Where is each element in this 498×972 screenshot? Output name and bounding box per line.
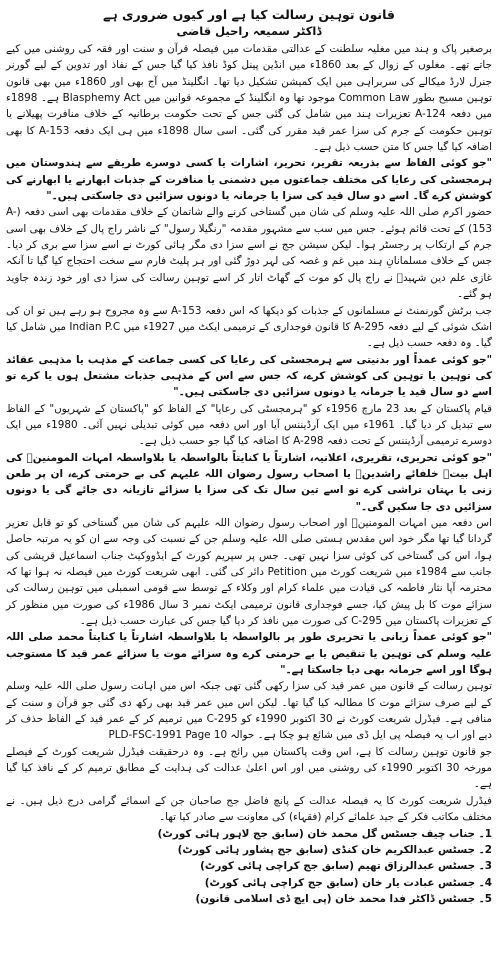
judge-list-item: 5۔ جسٹس ڈاکٹر فدا محمد خان (پی ایچ ڈی اسلامی قانون) bbox=[195, 892, 492, 905]
article-paragraph: فیڈرل شریعت کورٹ کا یہ فیصلہ عدالت کے پانچ فاضل جج صاحبان جن کے اسمائے گرامی درج ذیل ہیں۔ نے مختلف مکاتب فکر کے جید علمائے کرام (فقہاء) کی معاونت سے صادر کیا تھا۔ bbox=[6, 794, 492, 824]
judges-list bbox=[6, 826, 492, 908]
article-paragraph: قیام پاکستان کے بعد 23 مارچ 1956ء کو "ہرمجسٹی کی رعایا" کے الفاظ کو "پاکستان کے شہریوں" کے الفاظ سے تبدیل کر دیا گیا۔ 1961ء میں ایک آرڈیننس آیا اور اس دفعہ میں کوئی تبدیلی نہیں آئی۔ 1980ء میں ایک دوسرے ترمیمی آرڈیننس کے تحت دفعہ A-298 کا اضافہ کیا گیا جو حسب ذیل ہے۔ bbox=[6, 402, 493, 448]
quoted-legal-text: "جو کوئی الفاظ سے بذریعہ تقریر، تحریر، اشارات یا کسی دوسرے طریقے سے ہندوستان میں ہرمجسٹی کی رعایا کی مختلف جماعتوں میں دشمنی یا منافرت کے جذبات ابھارنے یا ابھارنے کی کوشش کرے گا۔ اسے دو سال قید کی سزا یا جرمانہ یا دونوں سزائیں دی جاسکتی ہیں۔" bbox=[6, 157, 492, 203]
article-title: قانون توہین رسالت کیا ہے اور کیوں ضروری ہے bbox=[103, 7, 395, 22]
article-paragraph: برصغیر پاک و ہند میں مغلیہ سلطنت کے عدالتی مقدمات میں فیصلہ قرآن و سنت اور فقہ کی روشنی میں کیے جاتے تھے۔ مغلوں کے زوال کے بعد 1860ء میں انڈین پینل کوڈ نافذ کیا گیا جس کے نفاذ اور تدوین کے لیے گورنر جنرل لارڈ میکالے کی سربراہی میں ایک کمیشن تشکیل دیا تھا۔ انگلینڈ میں آج بھی اور 1860ء میں بھی قانون توہین مسیح بطور Common Law موجود تھا وہ انگلینڈ کے مجموعہ قوانین میں Blasphemy Act ہے۔ 1898ء میں دفعہ A-124 تعزیرات ہند میں شامل کی گئی جس کے تحت حکومت برطانیہ کے خلاف منافرت پھیلانے یا توہین حکومت کے جرم کی سزا عمر قید مقرر کی گئی۔ اسی سال 1898ء میں ہی ایک دفعہ A-153 کا بھی اضافہ کیا گیا جس کا متن حسب ذیل ہے۔ bbox=[6, 43, 493, 154]
article-paragraph: جب برٹش گورنمنٹ نے مسلمانوں کے جذبات کو دیکھا کہ اس دفعہ A-153 سے وہ مجروح ہو رہے ہیں تو ان کی اشک شوئی کے لیے دفعہ A-295 کا قانون فوجداری کے ترمیمی ایکٹ میں 1927ء میں Indian P.C میں شامل کیا گیا۔ وہ دفعہ حسب ذیل ہے۔ bbox=[6, 304, 492, 350]
article-paragraph: جو قانون توہین رسالت کا ہے، اس وقت پاکستان میں رائج ہے۔ وہ درحقیقت فیڈرل شریعت کورٹ کے فیصلے مورخہ 30 اکتوبر 1990ء کی روشنی میں اور اس اعلیٰ عدالت کی ہدایت کے مطابق ترمیم کر کے نافذ کیا گیا ہے۔ bbox=[6, 745, 492, 791]
article-paragraph: توہین رسالت کے قانون میں عمر قید کی سزا رکھی گئی تھی جبکہ اس میں اہانت رسول صلی اللہ علیہ وسلم کے لیے صرف سزائے موت کا مطالبہ کیا گیا تھا۔ لیکن اس میں عمر قید بھی رکھ دی گئی جو قرآن و سنت کے منافی ہے۔ فیڈرل شریعت کورٹ نے 30 اکتوبر 1990ء کو C-295 میں ترمیم کر کے عمر قید کے الفاظ حذف کر دیے اور اب یہ فیصلہ پی ایل ڈی میں شائع ہو چکا ہے۔ حوالہ PLD-FSC-1991 Page 10 bbox=[6, 680, 492, 742]
article-paragraph: اس دفعہ میں امہات المومنینؓ اور اصحاب رسول رضوان اللہ علیہم کی شان میں گستاخی کو تو قابل تعزیر گردانا گیا تھا مگر خود اس مقدس ہستی صلی اللہ علیہ وسلم جن کے نسبت کی وجہ سے ان کو یہ مرتبہ حاصل ہوا، اس کی گستاخی کی کوئی سزا نہیں تھی۔ جس پر سپریم کورٹ کے ایڈووکیٹ جناب اسماعیل قریشی کی جانب سے 1984ء میں شریعت کورٹ میں Petition دائر کی گئی۔ ابھی شریعت کورٹ میں فیصلہ نہ ہوا تھا کہ محترمہ آپا نثار فاطمہ کی قیادت میں علماء کرام اور وکلاء کے توسط سے قومی اسمبلی میں توہین رسالت کی سزائے موت کا بل پیش کیا، جسے فوجداری قانون ترمیمی ایکٹ نمبر 3 سال 1986ء کی صورت میں منظور کر کے تعزیرات پاکستان میں C-295 کی صورت میں نافذ کر دیا گیا جس کی عبارت حسب ذیل ہے۔ bbox=[6, 516, 492, 628]
article-body bbox=[6, 41, 492, 826]
quoted-legal-text: "جو کوئی عمداً اور بدنیتی سے ہرمجسٹی کی رعایا کی کسی جماعت کے مذہب یا مذہبی عقائد کی توہین یا توہین کی کوشش کرے، کہ جس سے اس کے مذہبی جذبات مشتعل ہوں یا کرے تو اسے دو سال قید یا جرمانہ یا دونوں سزائیں دی جاسکتی ہیں۔" bbox=[6, 353, 492, 399]
article-paragraph: حضور اکرم صلی اللہ علیہ وسلم کی شان میں گستاخی کرنے والے شاتمان کے خلاف مقدمات بھی اسی دفعہ (A-153) کے تحت قائم ہوئے۔ جس میں سب سے مشہور مقدمہ "رنگیلا رسول" کے ناشر راج پال کے خلاف بھی اسی جرم کے ارتکاب پر رجسٹر ہوا۔ لیکن سیشن جج نے اسے سزا دی مگر ہائی کورٹ نے اسے سزا سے بری کر دیا۔ جس کے خلاف مسلمانانِ ہند میں غم و غصہ کی لہر دوڑ گئی اور ہر پلیٹ فارم سے سخت احتجاج کیا گیا تا آنکہ غازی علم دین شہیدؒ نے راج پال کو موت کے گھاٹ اتار کر اسے توہین رسالت کی سزا دی اور خود زندہ جاوید ہو گئے۔ bbox=[6, 206, 492, 301]
judge-list-item: 2۔ جسٹس عبدالکریم خان کنڈی (سابق جج پشاور ہائی کورٹ) bbox=[177, 843, 492, 856]
article-author: ڈاکٹر سمیعہ راحیل قاضی bbox=[176, 24, 322, 38]
judge-list-item: 4۔ جسٹس عبادت یار خان (سابق جج کراچی ہائی کورٹ) bbox=[204, 876, 492, 889]
judge-list-item: 3۔ جسٹس عبدالرزاق تھیم (سابق جج کراچی ہائی کورٹ) bbox=[200, 860, 492, 873]
judge-list-item: 1۔ جناب چیف جسٹس گل محمد خان (سابق جج لاہور ہائی کورٹ) bbox=[157, 827, 492, 840]
quoted-legal-text: "جو کوئی عمداً زبانی یا تحریری طور پر بالواسطہ یا بلاواسطہ اشارتاً یا کنایتاً محمد صلی اللہ علیہ وسلم کی توہین یا تنقیص یا بے حرمتی کرے وہ سزائے موت یا سزائے عمر قید کا مستوجب ہوگا اور اسے جرمانہ بھی دیا جاسکتا ہے۔" bbox=[6, 631, 492, 677]
quoted-legal-text: "جو کوئی تحریری، تقریری، اعلانیہ، اشارتاً یا کنایتاً بالواسطہ یا بلاواسطہ امہات المومنینؓ کی اہل بیتؓ خلفائے راشدینؓ یا اصحاب رسول رضوان اللہ علیہم کی بے حرمتی کرے، ان پر طعن زنی یا بہتان تراشی کرے تو اسے تین سال تک کی سزا یا سزائے تازیانہ دی جائے گی یا دونوں سزائیں دی جا سکیں گی۔" bbox=[6, 451, 492, 513]
